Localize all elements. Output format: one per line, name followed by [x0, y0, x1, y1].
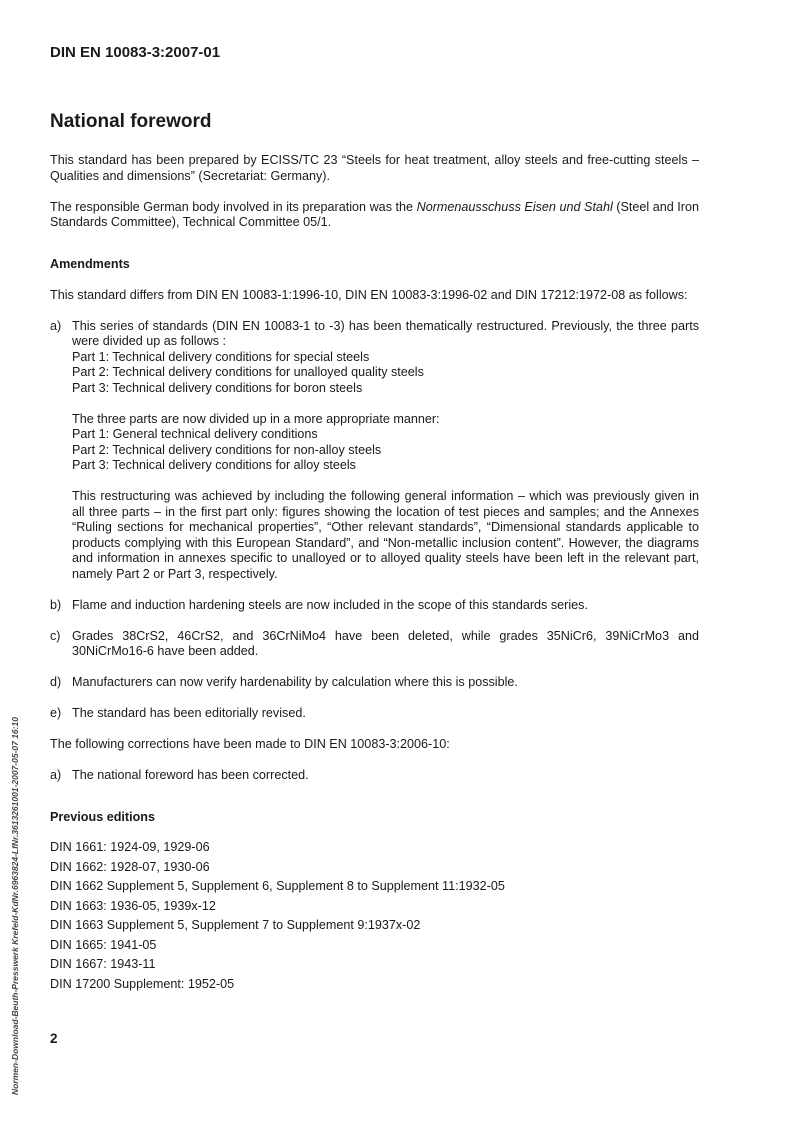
- edition-item: DIN 1662: 1928-07, 1930-06: [50, 859, 210, 874]
- edition-item: DIN 1663: 1936-05, 1939x-12: [50, 898, 216, 913]
- download-watermark: Normen-Download-Beuth-Presswerk Krefeld-KdNr.6963824-LfNr.3613261001-2007-05-07 16:10: [10, 717, 20, 1095]
- item-a-text: This series of standards (DIN EN 10083-1 to -3) has been thematically restructured. Previously, the three parts were divided up as follows :: [72, 318, 699, 348]
- document-body: [50, 153, 699, 994]
- item-label: e): [50, 706, 62, 720]
- item-label: a): [50, 318, 62, 333]
- previous-editions-heading: Previous editions: [50, 809, 155, 824]
- amendment-item-a: [50, 319, 699, 583]
- item-label: d): [50, 675, 62, 689]
- new-part-2: Part 2: Technical delivery conditions for non-alloy steels: [72, 442, 382, 457]
- edition-item: DIN 1663 Supplement 5, Supplement 7 to Supplement 9:1937x-02: [50, 918, 421, 932]
- amendments-heading: Amendments: [50, 256, 130, 271]
- new-part-1: Part 1: General technical delivery conditions: [72, 427, 318, 441]
- new-part-3: Part 3: Technical delivery conditions for alloy steels: [72, 458, 356, 472]
- previous-editions-list: [50, 838, 699, 994]
- committee-name: Normenausschuss Eisen und Stahl: [416, 199, 613, 214]
- item-d-text: Manufacturers can now verify hardenability by calculation where this is possible.: [72, 675, 518, 689]
- edition-item: DIN 1662 Supplement 5, Supplement 6, Supplement 8 to Supplement 11:1932-05: [50, 879, 505, 893]
- item-e-text: The standard has been editorially revised.: [72, 706, 306, 720]
- corrections-lead: The following corrections have been made to DIN EN 10083-3:2006-10:: [50, 737, 450, 751]
- old-part-2: Part 2: Technical delivery conditions for unalloyed quality steels: [72, 365, 424, 379]
- intro-p2-after: (Steel and Iron Standards Committee), Technical Committee 05/1.: [50, 199, 699, 229]
- now-text: The three parts are now divided up in a more appropriate manner:: [72, 411, 440, 426]
- page-number: 2: [50, 1031, 58, 1046]
- edition-item: DIN 17200 Supplement: 1952-05: [50, 976, 235, 991]
- page-title: National foreword: [50, 111, 212, 132]
- edition-item: DIN 1667: 1943-11: [50, 957, 156, 971]
- item-label: a): [50, 768, 62, 782]
- correction-a-text: The national foreword has been corrected.: [72, 768, 309, 782]
- amendments-lead: This standard differs from DIN EN 10083-1:1996-10, DIN EN 10083-3:1996-02 and DIN 17212:1972-08 as follows:: [50, 287, 688, 302]
- item-b-text: Flame and induction hardening steels are now included in the scope of this standards series.: [72, 597, 588, 612]
- old-part-1: Part 1: Technical delivery conditions for special steels: [72, 349, 370, 364]
- amendment-item-e: [50, 706, 699, 722]
- edition-item: DIN 1665: 1941-05: [50, 937, 157, 952]
- item-label: b): [50, 597, 62, 612]
- intro-p2-before: The responsible German body involved in its preparation was the: [50, 199, 417, 214]
- edition-item: DIN 1661: 1924-09, 1929-06: [50, 840, 210, 854]
- amendment-item-d: [50, 675, 699, 691]
- intro-paragraph-1: This standard has been prepared by ECISS/TC 23 “Steels for heat treatment, alloy steels and free-cutting steels – Qualities and dimensions” (Secretariat: Germany).: [50, 153, 699, 183]
- amendment-item-b: [50, 598, 699, 614]
- document-id: DIN EN 10083-3:2007-01: [50, 44, 221, 61]
- old-part-3: Part 3: Technical delivery conditions for boron steels: [72, 380, 363, 395]
- item-label: c): [50, 628, 61, 643]
- correction-item-a: [50, 768, 699, 784]
- restructure-text: This restructuring was achieved by including the following general information – which was previously given in all three parts – in the first part only: figures showing the location of test pieces and samples; and the Annexes “Ruling sections for mechanical properties”, “Other relevant standards”, “Dimensional standards applicable to products complying with this European Standard”, and “Non-metallic inclusion content”. However, the diagrams and information in annexes specific to unalloyed or to alloyed quality steels have been left in the relevant part, namely Part 2 or Part 3, respectively.: [72, 489, 699, 581]
- item-c-text: Grades 38CrS2, 46CrS2, and 36CrNiMo4 have been deleted, while grades 35NiCr6, 39NiCrMo3 and 30NiCrMo16-6 have been added.: [72, 628, 699, 658]
- intro-paragraph-2: [50, 200, 699, 231]
- amendment-item-c: [50, 629, 699, 660]
